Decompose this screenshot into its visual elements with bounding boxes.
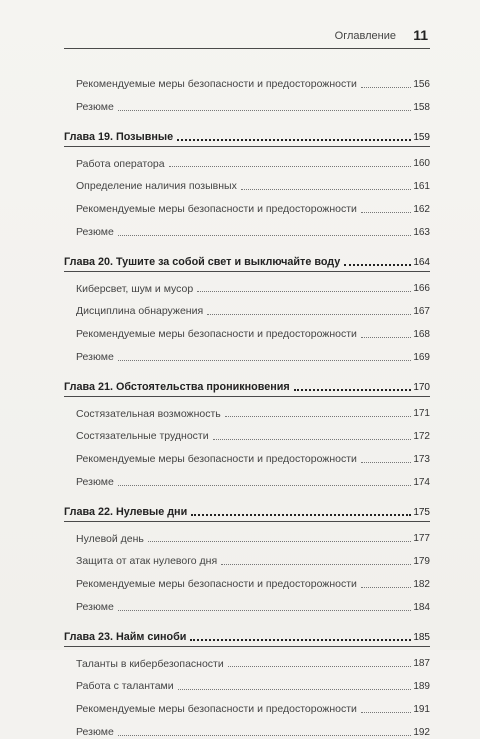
toc-entry-page: 171 (413, 408, 430, 420)
toc-section-entry[interactable] (64, 522, 430, 545)
toc-entry-title: Глава 22. Нулевые дни (64, 506, 188, 519)
toc-entry-page: 177 (413, 533, 430, 545)
dot-leader (118, 109, 412, 111)
toc-entry-page: 167 (413, 305, 430, 317)
dot-leader (361, 586, 411, 588)
dot-leader (191, 513, 411, 516)
chapter-gap (64, 489, 430, 497)
dot-leader (344, 263, 411, 266)
page-header (64, 26, 430, 49)
toc-entry-page: 170 (413, 382, 430, 394)
toc-entry-page: 166 (413, 283, 430, 295)
dot-leader (361, 711, 411, 713)
dot-leader (118, 484, 412, 486)
toc-section-entry[interactable] (64, 147, 430, 170)
toc-entry-title: Дисциплина обнаружения (76, 305, 204, 318)
toc-entry-page: 156 (413, 78, 430, 90)
toc-chapter-entry[interactable] (64, 122, 430, 145)
toc-chapter-entry[interactable] (64, 622, 430, 645)
dot-leader (221, 563, 411, 565)
toc-entry-title: Глава 21. Обстоятельства проникновения (64, 381, 290, 394)
toc-chapter-entry[interactable] (64, 497, 430, 520)
toc-entry-page: 175 (413, 507, 430, 519)
dot-leader (197, 290, 411, 292)
toc-section-entry[interactable] (64, 216, 430, 239)
toc-entry-title: Рекомендуемые меры безопасности и предосторожности (76, 703, 357, 716)
toc-entry-page: 187 (413, 658, 430, 670)
toc-entry-title: Резюме (76, 350, 114, 363)
toc-section-entry[interactable] (64, 591, 430, 614)
toc-section-entry[interactable] (64, 443, 430, 466)
toc-entry-page: 191 (413, 703, 430, 715)
toc-entry-page: 192 (413, 726, 430, 738)
toc-chapter-entry[interactable] (64, 372, 430, 395)
toc-entry-page: 182 (413, 578, 430, 590)
dot-leader (361, 336, 411, 338)
toc-entry-title: Глава 20. Тушите за собой свет и выключайте воду (64, 256, 341, 269)
dot-leader (178, 688, 412, 690)
toc-section-entry[interactable] (64, 272, 430, 295)
dot-leader (177, 138, 411, 141)
toc-section-entry[interactable] (64, 466, 430, 489)
dot-leader (118, 609, 412, 611)
toc-entry-title: Состязательная возможность (76, 407, 221, 420)
toc-entry-title: Рекомендуемые меры безопасности и предосторожности (76, 78, 357, 91)
dot-leader (190, 638, 411, 641)
chapter-gap (64, 614, 430, 622)
dot-leader (148, 540, 411, 542)
toc-entry-page: 164 (413, 257, 430, 269)
toc-section-entry[interactable] (64, 91, 430, 114)
dot-leader (118, 734, 412, 736)
toc-entry-page: 185 (413, 632, 430, 644)
dot-leader (361, 86, 411, 88)
dot-leader (207, 313, 411, 315)
toc-entry-page: 172 (413, 430, 430, 442)
toc-entry-page: 162 (413, 203, 430, 215)
toc-entry-title: Работа с талантами (76, 680, 174, 693)
dot-leader (241, 188, 411, 190)
toc-entry-title: Рекомендуемые меры безопасности и предосторожности (76, 203, 357, 216)
page-number: 11 (413, 27, 428, 43)
toc-section-entry[interactable] (64, 193, 430, 216)
toc-section-entry[interactable] (64, 670, 430, 693)
toc-entry-page: 173 (413, 453, 430, 465)
toc-entry-title: Работа оператора (76, 157, 165, 170)
toc-entry-title: Рекомендуемые меры безопасности и предосторожности (76, 328, 357, 341)
toc-section-entry[interactable] (64, 647, 430, 670)
toc-section-entry[interactable] (64, 170, 430, 193)
dot-leader (228, 665, 412, 667)
toc-entry-page: 174 (413, 476, 430, 488)
dot-leader (213, 438, 412, 440)
chapter-gap (64, 364, 430, 372)
toc-entry-page: 184 (413, 601, 430, 613)
dot-leader (169, 165, 412, 167)
toc-entry-page: 158 (413, 101, 430, 113)
running-title: Оглавление (334, 30, 396, 42)
toc-entry-page: 159 (413, 132, 430, 144)
toc-section-entry[interactable] (64, 420, 430, 443)
toc-entry-title: Резюме (76, 475, 114, 488)
toc-entry-title: Киберсвет, шум и мусор (76, 282, 194, 295)
toc-chapter-entry[interactable] (64, 247, 430, 270)
toc-entry-title: Состязательные трудности (76, 430, 209, 443)
toc-section-entry[interactable] (64, 318, 430, 341)
toc-entry-title: Рекомендуемые меры безопасности и предосторожности (76, 453, 357, 466)
toc-entry-page: 168 (413, 328, 430, 340)
toc-entry-title: Таланты в кибербезопасности (76, 657, 224, 670)
toc-entry-page: 169 (413, 351, 430, 363)
toc-entry-title: Защита от атак нулевого дня (76, 555, 218, 568)
table-of-contents (64, 68, 430, 739)
toc-entry-title: Резюме (76, 725, 114, 738)
toc-entry-page: 179 (413, 555, 430, 567)
toc-section-entry[interactable] (64, 295, 430, 318)
toc-section-entry[interactable] (64, 68, 430, 91)
dot-leader (225, 415, 412, 417)
toc-entry-title: Резюме (76, 101, 114, 113)
toc-section-entry[interactable] (64, 545, 430, 568)
toc-section-entry[interactable] (64, 397, 430, 420)
toc-entry-page: 189 (413, 680, 430, 692)
toc-entry-title: Резюме (76, 600, 114, 613)
toc-entry-title: Нулевой день (76, 532, 144, 545)
toc-entry-page: 160 (413, 158, 430, 170)
toc-section-entry[interactable] (64, 693, 430, 716)
dot-leader (294, 388, 412, 391)
toc-entry-title: Рекомендуемые меры безопасности и предосторожности (76, 578, 357, 591)
toc-section-entry[interactable] (64, 568, 430, 591)
toc-entry-title: Резюме (76, 225, 114, 238)
toc-entry-title: Определение наличия позывных (76, 180, 237, 193)
toc-entry-title: Глава 19. Позывные (64, 131, 174, 144)
toc-section-entry[interactable] (64, 341, 430, 364)
dot-leader (361, 211, 411, 213)
toc-entry-page: 161 (413, 180, 430, 192)
dot-leader (118, 359, 412, 361)
chapter-gap (64, 239, 430, 247)
toc-entry-page: 163 (413, 226, 430, 238)
chapter-gap (64, 114, 430, 122)
toc-section-entry[interactable] (64, 716, 430, 739)
dot-leader (361, 461, 411, 463)
dot-leader (118, 234, 412, 236)
toc-entry-title: Глава 23. Найм синоби (64, 631, 187, 644)
